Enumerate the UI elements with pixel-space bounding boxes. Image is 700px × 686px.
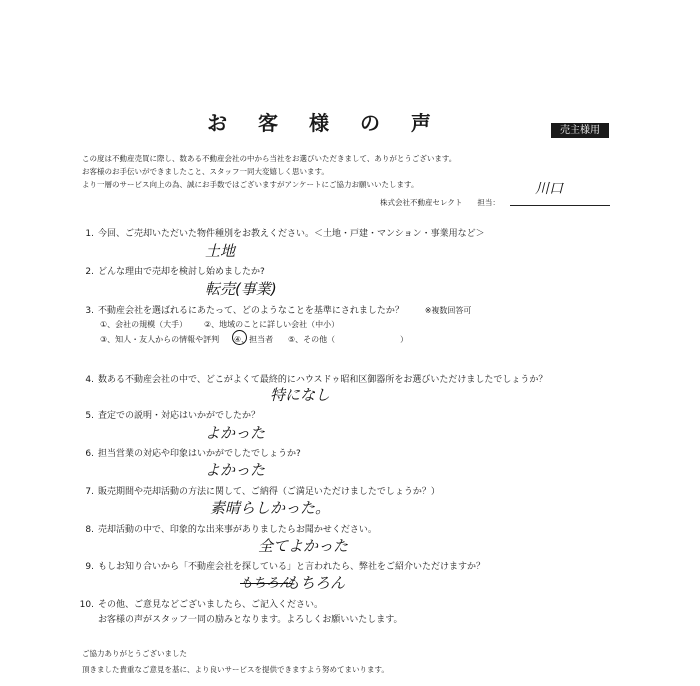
option-4: ④、担当者 — [234, 335, 274, 344]
staff-name-handwritten: 川口 — [535, 181, 563, 197]
footer-note: 頂きました貴重なご意見を基に、より良いサービスを提供できますよう努めてまいります。 — [82, 665, 389, 674]
answer-7: 素晴らしかった。 — [210, 499, 331, 517]
page-title: お 客 様 の 声 — [207, 111, 443, 135]
answer-6: よかった — [205, 461, 266, 479]
answer-2: 転売(事業) — [205, 280, 277, 298]
question-10: 10. その他、ご意見などございましたら、ご記入ください。 — [79, 600, 324, 610]
intro-line: この度は不動産売買に際し、数ある不動産会社の中から当社をお選びいただきまして、ありがとうございます。 — [82, 154, 457, 163]
question-6: 6. 担当営業の対応や印象はいかがでしたでしょうか? — [85, 449, 301, 459]
footer-thanks: ご協力ありがとうございました — [82, 649, 187, 658]
option-4-circle-mark — [232, 330, 247, 345]
option-2: ②、地域のことに詳しい会社（中小） — [204, 320, 340, 329]
answer-4: 特になし — [270, 386, 331, 404]
seller-badge: 売主様用 — [551, 123, 609, 138]
question-1: 1. 今回、ご売却いただいた物件種別をお教えください。＜土地・戸建・マンション・事業用など＞ — [85, 229, 485, 239]
option-1: ①、会社の規模（大手） — [100, 320, 188, 329]
staff-underline — [510, 205, 610, 206]
question-4: 4. 数ある不動産会社の中で、どこがよくて最終的にハウスドゥ昭和区御器所をお選びいただけましたでしょうか？ — [85, 375, 548, 385]
intro-line: より一層のサービス向上の為、誠にお手数ではございますがアンケートにご協力お願いいたします。 — [82, 180, 419, 189]
answer-9-struck: もちろん — [240, 576, 293, 591]
question-2: 2. どんな理由で売却を検討し始めましたか? — [85, 267, 265, 277]
intro-line: お客様のお手伝いができましたこと、スタッフ一同大変嬉しく思います。 — [82, 167, 329, 176]
answer-1: 土地 — [205, 242, 236, 260]
option-3: ③、知人・友人からの情報や評判 — [100, 335, 220, 344]
company-label: 株式会社不動産セレクト 担当： — [380, 198, 500, 207]
answer-9: もちろん — [285, 574, 346, 592]
question-8: 8. 売却活動の中で、印象的な出来事がありましたらお聞かせください。 — [85, 525, 377, 535]
question-7: 7. 販売期間や売却活動の方法に関して、ご納得（ご満足いただけましたでしょうか？） — [85, 487, 440, 497]
question-5: 5. 査定での説明・対応はいかがでしたか？ — [85, 411, 261, 421]
question-10-note: お客様の声がスタッフ一同の励みとなります。よろしくお願いいたします。 — [98, 615, 403, 625]
question-9: 9. もしお知り合いから「不動産会社を探している」と言われたら、弊社をご紹介いただけますか？ — [85, 562, 486, 572]
answer-8: 全てよかった — [258, 537, 349, 555]
answer-5: よかった — [205, 424, 266, 442]
question-3: 3. 不動産会社を選ばれるにあたって、どのようなことを基準にされましたか？ ※複数回答可 — [85, 306, 472, 316]
option-5: ⑤、その他（ — [288, 335, 336, 344]
option-5-close: ） — [400, 335, 408, 344]
